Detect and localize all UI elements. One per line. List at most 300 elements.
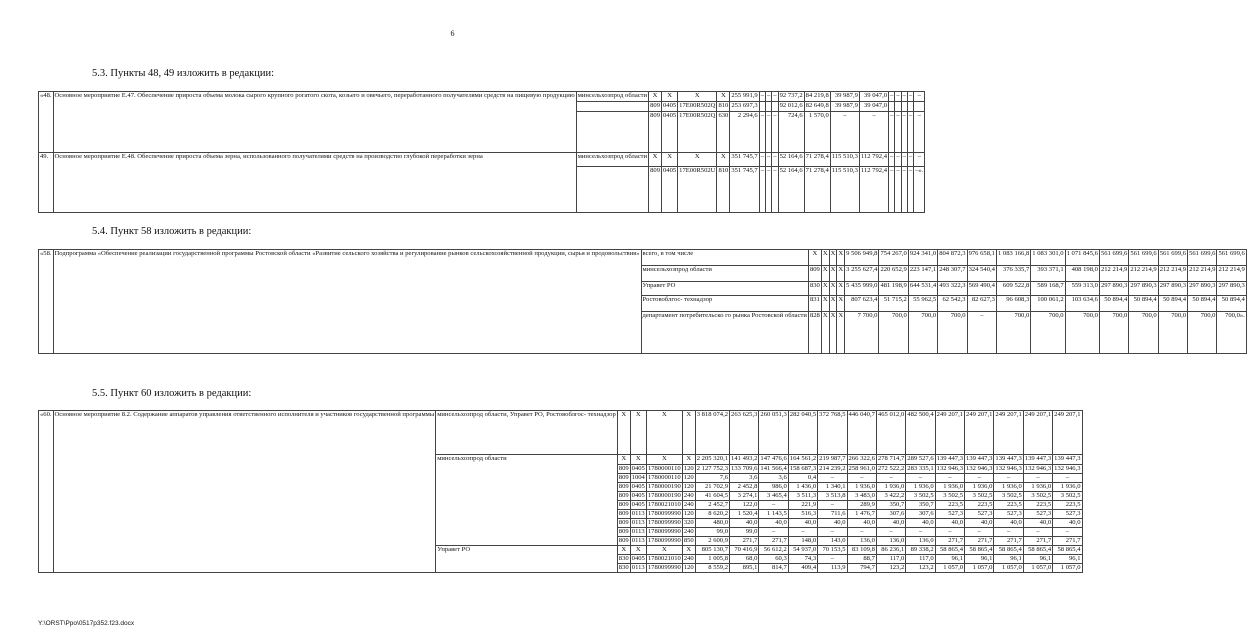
value-cell: –	[766, 167, 772, 213]
item-number-cell: 49.	[39, 153, 54, 213]
value-cell: 1 057,0	[1023, 564, 1052, 573]
value-cell: 850	[683, 537, 694, 544]
value-cell: X	[630, 455, 646, 465]
value-cell: 700,0	[1158, 312, 1187, 354]
value-cell: 1 476,7	[847, 510, 876, 519]
value-cell: X	[829, 250, 837, 266]
value-cell: 223,5	[965, 501, 994, 510]
value-cell: 112 792,4	[859, 167, 888, 213]
value-cell: 895,1	[730, 564, 759, 573]
value-cell: X	[646, 455, 682, 465]
value-cell: 1780099990	[647, 537, 681, 544]
value-cell: 271,7	[730, 537, 759, 546]
value-cell: 297 890,3	[1129, 282, 1158, 296]
value-cell: 376 335,7	[996, 266, 1030, 282]
value-cell: 1 057,0	[1053, 564, 1082, 573]
value-cell: X	[678, 92, 717, 102]
value-cell: 117,0	[906, 555, 935, 564]
value-cell: 1780000110	[647, 474, 681, 481]
value-cell: 3 513,8	[818, 492, 847, 501]
value-cell: 1 936,0	[906, 483, 935, 492]
value-cell: 324 540,4	[967, 266, 996, 282]
value-cell: 700,0	[1188, 312, 1217, 354]
item-name-cell: Основное мероприятие 8.2. Содержание аппаратов управления ответственного исполнителя и участников государственной программы	[53, 411, 436, 573]
value-cell: 271,7	[1053, 537, 1082, 546]
value-cell: –	[759, 528, 788, 537]
value-cell: 123,2	[906, 564, 935, 573]
value-cell: –	[772, 153, 778, 167]
value-cell: 240	[683, 528, 694, 535]
value-cell: 8 559,2	[695, 564, 729, 573]
value-cell: –».	[914, 167, 925, 213]
table-item-58	[38, 249, 1247, 354]
value-cell: 794,7	[847, 564, 876, 573]
value-cell: 809	[618, 483, 629, 490]
value-cell: 249 207,1	[965, 411, 994, 455]
value-cell: 754 267,0	[879, 250, 908, 266]
value-cell: 212 214,9	[1188, 266, 1217, 282]
value-cell: 60,3	[759, 555, 788, 564]
value-cell: 141 566,4	[760, 465, 787, 472]
value-cell: X	[829, 296, 837, 312]
value-cell: 393 371,1	[1031, 266, 1065, 282]
value-cell: 282 040,5	[788, 411, 817, 455]
value-cell: 39 987,9	[830, 92, 859, 102]
value-cell: –	[1023, 528, 1052, 537]
value-cell: 40,0	[788, 519, 817, 528]
value-cell: 1 143,5	[759, 510, 788, 519]
value-cell: –	[759, 167, 765, 213]
value-cell: 0405	[631, 465, 645, 472]
value-cell: 139 447,3	[994, 455, 1023, 465]
value-cell: 700,0	[908, 312, 937, 354]
value-cell: 1 057,0	[994, 564, 1023, 573]
value-cell: 54 937,0	[788, 546, 817, 555]
value-cell: X	[617, 546, 630, 555]
value-cell: –	[889, 153, 895, 167]
value-cell: 976 658,1	[967, 250, 996, 266]
value-cell: 609 522,8	[996, 282, 1030, 296]
value-cell: 1780099990	[647, 519, 681, 526]
value-cell: –	[901, 92, 907, 102]
value-cell: 561 699,6	[1129, 250, 1158, 266]
value-cell: 297 890,3	[1099, 282, 1128, 296]
value-cell: X	[837, 282, 845, 296]
value-cell: 58 865,4	[1023, 546, 1052, 555]
value-cell: –	[906, 474, 935, 483]
value-cell: –	[759, 153, 765, 167]
value-cell: X	[829, 266, 837, 282]
value-cell: 0405	[631, 501, 645, 508]
value-cell: –	[859, 112, 888, 153]
heading-5-4: 5.4. Пункт 58 изложить в редакции:	[92, 226, 252, 237]
value-cell: 223 147,1	[908, 266, 937, 282]
value-cell: X	[617, 455, 630, 465]
value-cell: X	[821, 250, 829, 266]
value-cell: –	[766, 153, 772, 167]
value-cell: 3 274,1	[730, 492, 759, 501]
value-cell: –	[901, 153, 907, 167]
value-cell: 807 623,4	[845, 296, 879, 312]
value-cell: 120	[683, 510, 694, 517]
item-name-cell: Основное мероприятие Е.47. Обеспечение прироста объема молока сырого крупного рогатого скота, козьего и овечьего, переработанного получателями средств на пищевую продукцию	[53, 92, 576, 153]
value-cell: 1 057,0	[935, 564, 964, 573]
value-cell: 516,3	[788, 510, 817, 519]
file-path-footer: Y:\ORST\Ppo\0517p352.f23.docx	[38, 620, 135, 627]
value-cell: 1 436,0	[788, 483, 817, 492]
value-cell: 136,0	[876, 537, 905, 546]
value-cell: 0113	[631, 537, 645, 544]
value-cell: –	[907, 92, 913, 102]
value-cell: 700,0».	[1217, 312, 1246, 354]
value-cell: 221,9	[788, 501, 817, 510]
value-cell: 147 476,6	[759, 455, 788, 465]
value-cell: –	[994, 474, 1023, 483]
value-cell: 113,9	[818, 564, 847, 573]
value-cell: 561 699,6	[1099, 250, 1128, 266]
table-item-60	[38, 410, 1083, 573]
value-cell: 810	[717, 167, 730, 213]
value-cell: 700,0	[1031, 312, 1065, 354]
value-cell: X	[837, 250, 845, 266]
value-cell: 630	[717, 112, 730, 153]
value-cell: 1 570,0	[804, 112, 830, 153]
value-cell: –	[935, 474, 964, 483]
item-number-cell: «48.	[39, 92, 54, 153]
value-cell: –	[766, 112, 772, 153]
value-cell: 40,0	[935, 519, 964, 528]
value-cell: 1 936,0	[847, 483, 876, 492]
value-cell: 1 936,0	[994, 483, 1023, 492]
value-cell: 39 987,9	[830, 102, 859, 112]
value-cell: 809	[618, 528, 629, 535]
value-cell: 8 620,2	[695, 510, 729, 519]
value-cell: 123,2	[876, 564, 905, 573]
executor-cell	[576, 167, 648, 213]
value-cell: 289 527,6	[906, 455, 935, 465]
value-cell: –	[772, 112, 778, 153]
value-cell: 351 745,7	[730, 167, 759, 213]
value-cell: –	[759, 92, 765, 102]
value-cell: X	[630, 546, 646, 555]
value-cell: 561 699,6	[1188, 250, 1217, 266]
value-cell: 40,0	[876, 519, 905, 528]
value-cell: 2 205 320,1	[695, 455, 729, 465]
value-cell: –	[847, 474, 876, 483]
executor-cell: минсельхозпрод области	[576, 153, 648, 167]
value-cell: 830	[618, 564, 629, 571]
value-cell: 143,0	[818, 537, 847, 546]
value-cell: 50 894,4	[1188, 296, 1217, 312]
value-cell: 223,5	[935, 501, 964, 510]
value-cell: 289,9	[847, 501, 876, 510]
value-cell: 212 214,9	[1099, 266, 1128, 282]
value-cell: 810	[717, 102, 730, 112]
executor-cell	[576, 112, 648, 153]
value-cell: –	[907, 153, 913, 167]
value-cell: 112 792,4	[859, 153, 888, 167]
value-cell: –	[895, 167, 901, 213]
value-cell: 139 447,3	[935, 455, 964, 465]
value-cell: 409,4	[788, 564, 817, 573]
value-cell: 1 520,4	[730, 510, 759, 519]
value-cell: 50 894,4	[1099, 296, 1128, 312]
value-cell: 249 207,1	[1023, 411, 1052, 455]
value-cell: X	[682, 546, 695, 555]
value-cell: X	[682, 455, 695, 465]
value-cell: 62 542,3	[938, 296, 967, 312]
executor-cell: Ростовоблгос- технадзор	[641, 296, 808, 312]
value-cell: 0,4	[788, 474, 817, 483]
value-cell: 120	[683, 483, 694, 490]
value-cell: 158 687,3	[789, 465, 817, 472]
value-cell: 58 865,4	[935, 546, 964, 555]
value-cell: 253 697,3	[730, 102, 759, 112]
value-cell: 1 936,0	[935, 483, 964, 492]
value-cell: 1 057,0	[965, 564, 994, 573]
value-cell: 2 294,6	[730, 112, 759, 153]
value-cell	[914, 102, 925, 112]
value-cell: –	[889, 112, 895, 153]
value-cell: 986,0	[759, 483, 788, 492]
value-cell: 240	[683, 501, 694, 508]
value-cell: 1 340,1	[818, 483, 847, 492]
value-cell: 1 936,0	[1053, 483, 1082, 492]
value-cell: –	[772, 92, 778, 102]
value-cell: 120	[683, 474, 694, 481]
value-cell: –	[876, 474, 905, 483]
value-cell: –	[788, 528, 817, 537]
value-cell: –	[901, 167, 907, 213]
value-cell: 50 894,4	[1217, 296, 1246, 312]
value-cell: –	[759, 501, 788, 510]
page-number: 6	[450, 29, 455, 38]
value-cell: 809	[618, 501, 629, 508]
value-cell: –	[935, 528, 964, 537]
value-cell: 58 865,4	[965, 546, 994, 555]
value-cell: 88,7	[847, 555, 876, 564]
value-cell: 272 522,2	[877, 465, 905, 472]
value-cell: 350,7	[876, 501, 905, 510]
value-cell: –	[818, 555, 847, 564]
value-cell: –	[965, 528, 994, 537]
value-cell: –	[965, 474, 994, 483]
executor-cell: минсельхозпрод области	[641, 266, 808, 282]
value-cell: 1 083 166,8	[996, 250, 1030, 266]
value-cell: –	[906, 528, 935, 537]
value-cell: 1 936,0	[1023, 483, 1052, 492]
value-cell: 527,3	[1023, 510, 1052, 519]
value-cell: 3 502,5	[906, 492, 935, 501]
value-cell: X	[717, 153, 730, 167]
value-cell: 283 335,1	[907, 465, 934, 472]
value-cell: –	[914, 92, 925, 102]
value-cell: 133 709,6	[731, 465, 758, 472]
item-name-cell: Основное мероприятие Е.48. Обеспечение прироста объема зерна, использованного получателями средств на производство глубокой переработки зерна	[53, 153, 576, 213]
value-cell: 50 894,4	[1158, 296, 1187, 312]
value-cell: 3,6	[730, 474, 759, 483]
value-cell: 249 207,1	[1053, 411, 1082, 455]
value-cell: 52 164,6	[778, 153, 804, 167]
value-cell: 89 338,2	[906, 546, 935, 555]
value-cell: 700,0	[1065, 312, 1099, 354]
value-cell: 84 219,8	[804, 92, 830, 102]
value-cell: 115 510,3	[830, 153, 859, 167]
value-cell: 0113	[631, 519, 645, 526]
value-cell: 297 890,3	[1217, 282, 1246, 296]
value-cell: 408 198,0	[1065, 266, 1099, 282]
value-cell: 700,0	[1099, 312, 1128, 354]
value-cell: 446 040,7	[847, 411, 876, 455]
value-cell: –	[907, 112, 913, 153]
value-cell: 351 745,7	[730, 153, 759, 167]
value-cell: 2 600,9	[695, 537, 729, 546]
value-cell: 1 071 845,6	[1065, 250, 1099, 266]
value-cell: 809	[649, 167, 662, 213]
value-cell: 70 153,5	[818, 546, 847, 555]
value-cell: 212 214,9	[1217, 266, 1246, 282]
value-cell: 809	[649, 102, 662, 112]
value-cell: 271,7	[994, 537, 1023, 546]
value-cell: X	[821, 296, 829, 312]
value-cell: 17E00R502Q	[678, 102, 717, 112]
value-cell: 0113	[631, 564, 645, 571]
value-cell: 0113	[631, 510, 645, 517]
heading-5-3: 5.3. Пункты 48, 49 изложить в редакции:	[92, 68, 275, 79]
value-cell: 527,3	[1053, 510, 1082, 519]
item-name-cell: Подпрограмма «Обеспечение реализации государственной программы Ростовской области «Развитие сельского хозяйства и регулирование рынков сельскохозяйственной продукции, сырья и продовольствия»	[53, 250, 641, 354]
value-cell: 132 946,3	[1054, 465, 1081, 472]
value-cell: 139 447,3	[1023, 455, 1052, 465]
value-cell: 96,1	[994, 555, 1023, 564]
value-cell: 0405	[631, 492, 645, 499]
value-cell: 809	[618, 465, 629, 472]
value-cell: –	[914, 153, 925, 167]
value-cell: 0405	[661, 102, 677, 112]
value-cell: –	[895, 92, 901, 102]
table-row	[39, 411, 1083, 455]
value-cell: 2 452,8	[730, 483, 759, 492]
value-cell: 71 278,4	[804, 167, 830, 213]
value-cell: 164 561,2	[788, 455, 817, 465]
value-cell: 266 322,6	[847, 455, 876, 465]
value-cell: –	[818, 501, 847, 510]
value-cell: 219 987,7	[818, 455, 847, 465]
value-cell: –	[889, 167, 895, 213]
value-cell: 58 865,4	[1053, 546, 1082, 555]
value-cell: 136,0	[847, 537, 876, 546]
value-cell: X	[646, 411, 682, 455]
value-cell: 1780099990	[647, 528, 681, 535]
value-cell: 68,0	[730, 555, 759, 564]
value-cell: 249 207,1	[935, 411, 964, 455]
value-cell: 40,0	[847, 519, 876, 528]
executor-cell	[576, 102, 648, 112]
value-cell: –	[895, 153, 901, 167]
value-cell: 96,1	[1053, 555, 1082, 564]
value-cell: 1004	[631, 474, 645, 481]
value-cell: 260 051,3	[759, 411, 788, 455]
value-cell: 1 936,0	[965, 483, 994, 492]
value-cell: 74,3	[788, 555, 817, 564]
value-cell: 132 946,3	[995, 465, 1022, 472]
value-cell: X	[630, 411, 646, 455]
value-cell: 465 012,0	[876, 411, 905, 455]
value-cell: 3 818 074,2	[695, 411, 729, 455]
value-cell: 809	[618, 492, 629, 499]
value-cell: 249 207,1	[994, 411, 1023, 455]
value-cell: 644 531,4	[908, 282, 937, 296]
value-cell: 132 946,3	[936, 465, 964, 472]
value-cell: X	[821, 312, 829, 354]
value-cell: X	[717, 92, 730, 102]
value-cell: –	[818, 474, 847, 483]
value-cell: 7 700,0	[845, 312, 879, 354]
value-cell: 3 502,5	[965, 492, 994, 501]
executor-cell: Управет РО	[641, 282, 808, 296]
value-cell: 2 452,7	[695, 501, 729, 510]
value-cell: 132 946,3	[966, 465, 993, 472]
value-cell: 809	[649, 112, 662, 153]
value-cell: 0405	[631, 555, 645, 562]
value-cell: 1780099990	[647, 564, 681, 571]
value-cell: 122,0	[730, 501, 759, 510]
value-cell: 700,0	[938, 312, 967, 354]
value-cell: 92 737,2	[778, 92, 804, 102]
value-cell: 96 608,3	[996, 296, 1030, 312]
executor-cell: департамент потребительско го рынка Ростовской области	[641, 312, 808, 354]
executor-cell: Управет РО	[436, 546, 618, 573]
value-cell: 82 649,8	[804, 102, 830, 112]
value-cell: 271,7	[759, 537, 788, 546]
value-cell: 307,6	[906, 510, 935, 519]
value-cell: 1 936,0	[876, 483, 905, 492]
value-cell: 92 012,6	[778, 102, 804, 112]
value-cell: 278 714,7	[876, 455, 905, 465]
value-cell: 100 061,2	[1031, 296, 1065, 312]
value-cell: –	[1053, 528, 1082, 537]
value-cell: 809	[618, 537, 629, 544]
value-cell: 223,5	[1023, 501, 1052, 510]
value-cell: 809	[618, 519, 629, 526]
value-cell: 139 447,3	[965, 455, 994, 465]
value-cell: 148,0	[788, 537, 817, 546]
value-cell: 1780021010	[647, 501, 681, 508]
value-cell: 1780000190	[647, 483, 681, 490]
value-cell: 1780000190	[647, 492, 681, 499]
value-cell: X	[829, 282, 837, 296]
value-cell: 297 890,3	[1158, 282, 1187, 296]
item-number-cell: «58.	[39, 250, 54, 354]
value-cell: 320	[683, 519, 694, 526]
value-cell: 40,0	[759, 519, 788, 528]
value-cell: 40,0	[965, 519, 994, 528]
value-cell: –	[759, 112, 765, 153]
value-cell: 117,0	[876, 555, 905, 564]
value-cell: 830	[808, 282, 821, 296]
value-cell: 2 127 752,3	[696, 465, 729, 472]
value-cell: 1 083 301,0	[1031, 250, 1065, 266]
value-cell: –	[889, 92, 895, 102]
value-cell: 40,0	[730, 519, 759, 528]
value-cell: 139 447,3	[1053, 455, 1082, 465]
value-cell: 17E00R502U	[678, 167, 717, 213]
value-cell: –	[818, 528, 847, 537]
table-row	[39, 250, 1247, 266]
value-cell: 120	[683, 564, 694, 571]
value-cell: 561 699,6	[1217, 250, 1246, 266]
value-cell: 83 109,8	[847, 546, 876, 555]
